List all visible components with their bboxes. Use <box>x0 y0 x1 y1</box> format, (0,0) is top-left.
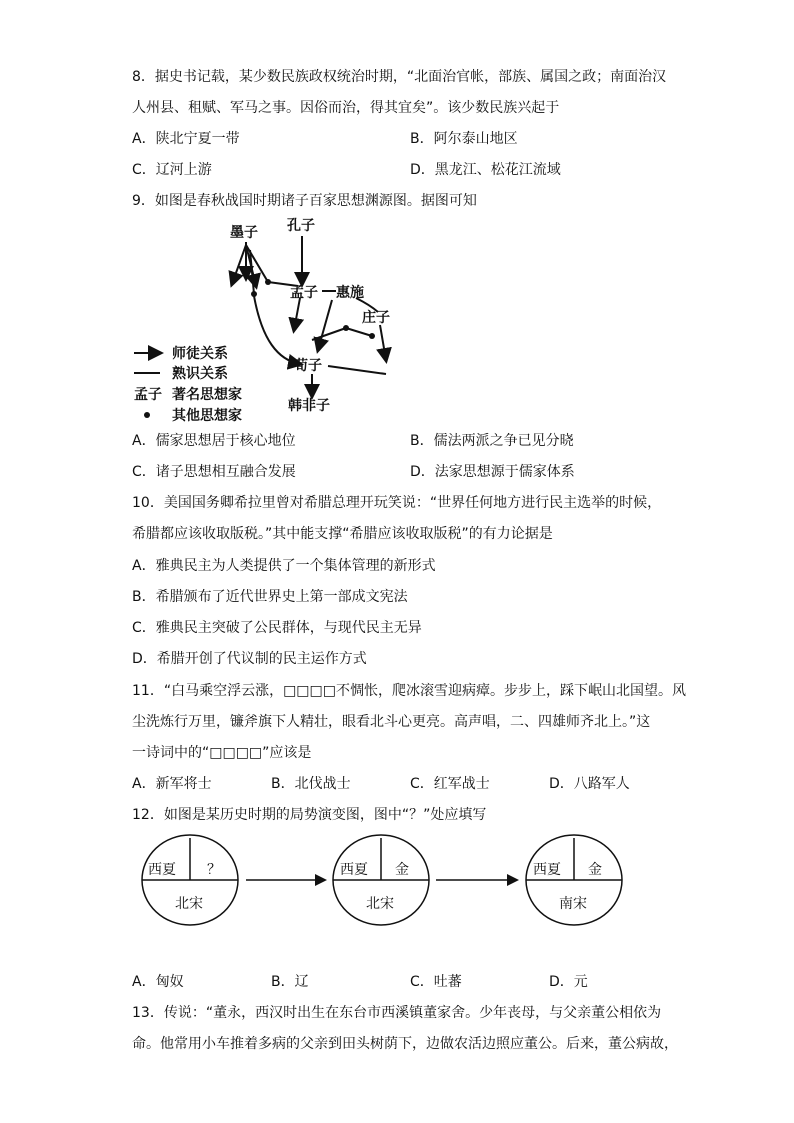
circle3-top-left: 西夏 <box>533 862 561 878</box>
q12-option-d: D．元 <box>549 974 588 990</box>
legend-dot-label: 其他思想家 <box>172 408 242 424</box>
q11-option-b: B．北伐战士 <box>271 776 351 792</box>
node-mengzi: 孟子 <box>290 285 318 301</box>
q11-stem-line1: 11．“白马乘空浮云涨，□□□□不惆怅，爬冰滚雪迎病瘴。步步上，踩下岷山北国望。风 <box>132 683 686 699</box>
q11-option-d: D．八路军人 <box>549 776 630 792</box>
q9-stem: 9．如图是春秋战国时期诸子百家思想渊源图。据图可知 <box>132 193 477 209</box>
q8-option-c: C．辽河上游 <box>132 162 212 178</box>
zhuangzi-arrow <box>380 325 386 360</box>
q11-option-c: C．红军战士 <box>410 776 490 792</box>
mozi-curve-to-xunzi <box>254 296 300 364</box>
circle2-bottom: 北宋 <box>366 896 394 912</box>
q12-stem: 12．如图是某历史时期的局势演变图，图中“？”处应填写 <box>132 807 487 823</box>
q12-option-a: A．匈奴 <box>132 974 184 990</box>
mengzi-arrow <box>294 298 300 330</box>
node-huishi: 惠施 <box>336 285 364 301</box>
thinker-dot-3 <box>343 325 349 331</box>
mozi-arrow-2 <box>232 245 246 284</box>
q12-option-b: B．辽 <box>271 974 309 990</box>
q10-stem-line1: 10．美国国务卿希拉里曾对希腊总理开玩笑说：“世界任何地方进行民主选举的时候， <box>132 495 662 511</box>
circle3-top-right: 金 <box>588 862 602 878</box>
q10-option-c: C．雅典民主突破了公民群体，与现代民主无异 <box>132 620 422 636</box>
dot-line-2 <box>346 328 372 336</box>
q10-option-b: B．希腊颁布了近代世界史上第一部成文宪法 <box>132 589 408 605</box>
circle1-top-left: 西夏 <box>148 862 176 878</box>
circle3-bottom: 南宋 <box>559 896 587 912</box>
circle1-bottom: 北宋 <box>175 896 203 912</box>
legend-dot-symbol <box>144 412 150 418</box>
thinker-dot-1 <box>265 279 271 285</box>
q13-stem-line1: 13．传说：“董永，西汉时出生在东台市西溪镇董家舍。少年丧母，与父亲董公相依为 <box>132 1005 662 1021</box>
q10-option-a: A．雅典民主为人类提供了一个集体管理的新形式 <box>132 558 436 574</box>
node-xunzi: 荀子 <box>294 358 322 374</box>
q8-option-d: D．黑龙江、松花江流域 <box>410 162 561 178</box>
q12-option-c: C．吐蕃 <box>410 974 462 990</box>
q9-option-d: D．法家思想源于儒家体系 <box>410 464 575 480</box>
legend-name-label: 著名思想家 <box>172 387 242 403</box>
q11-option-a: A．新军将士 <box>132 776 212 792</box>
q8-stem-line2: 人州县、租赋、军马之事。因俗而治，得其宜矣”。该少数民族兴起于 <box>132 100 560 116</box>
node-zhuangzi: 庄子 <box>362 310 390 326</box>
q10-stem-line2: 希腊都应该收取版税。”其中能支撑“希腊应该收取版税”的有力论据是 <box>132 526 553 542</box>
huishi-arrow <box>318 300 332 350</box>
circle2-top-left: 西夏 <box>340 862 368 878</box>
legend-line-label: 熟识关系 <box>172 366 228 382</box>
q11-stem-line2: 尘洗炼行万里，镰斧旗下人精壮，眼看北斗心更亮。高声唱，二、四雄师齐北上。”这 <box>132 714 651 730</box>
node-mozi: 墨子 <box>230 225 258 241</box>
q13-stem-line2: 命。他常用小车推着多病的父亲到田头树荫下，边做农活边照应董公。后来，董公病故， <box>132 1036 678 1052</box>
q9-option-c: C．诸子思想相互融合发展 <box>132 464 296 480</box>
legend-name-sample: 孟子 <box>134 387 162 403</box>
q8-option-a: A．陕北宁夏一带 <box>132 131 240 147</box>
node-kongzi: 孔子 <box>287 218 315 234</box>
legend-arrow-label: 师徒关系 <box>172 346 228 362</box>
xunzi-zhuangzi-line <box>328 366 386 374</box>
node-hanfeizi: 韩非子 <box>288 398 330 414</box>
thinker-dot-2 <box>251 291 257 297</box>
q9-option-b: B．儒法两派之争已见分晓 <box>410 433 574 449</box>
circle1-top-right: ？ <box>207 862 221 878</box>
circle2-top-right: 金 <box>395 862 409 878</box>
dot-line-1 <box>312 328 346 340</box>
q10-option-d: D．希腊开创了代议制的民主运作方式 <box>132 651 367 667</box>
q8-stem-line1: 8．据史书记载，某少数民族政权统治时期，“北面治官帐，部族、属国之政；南面治汉 <box>132 69 667 85</box>
thinker-dot-4 <box>369 333 375 339</box>
q8-option-b: B．阿尔泰山地区 <box>410 131 518 147</box>
q9-option-a: A．儒家思想居于核心地位 <box>132 433 296 449</box>
q11-stem-line3: 一诗词中的“□□□□”应该是 <box>132 745 312 761</box>
